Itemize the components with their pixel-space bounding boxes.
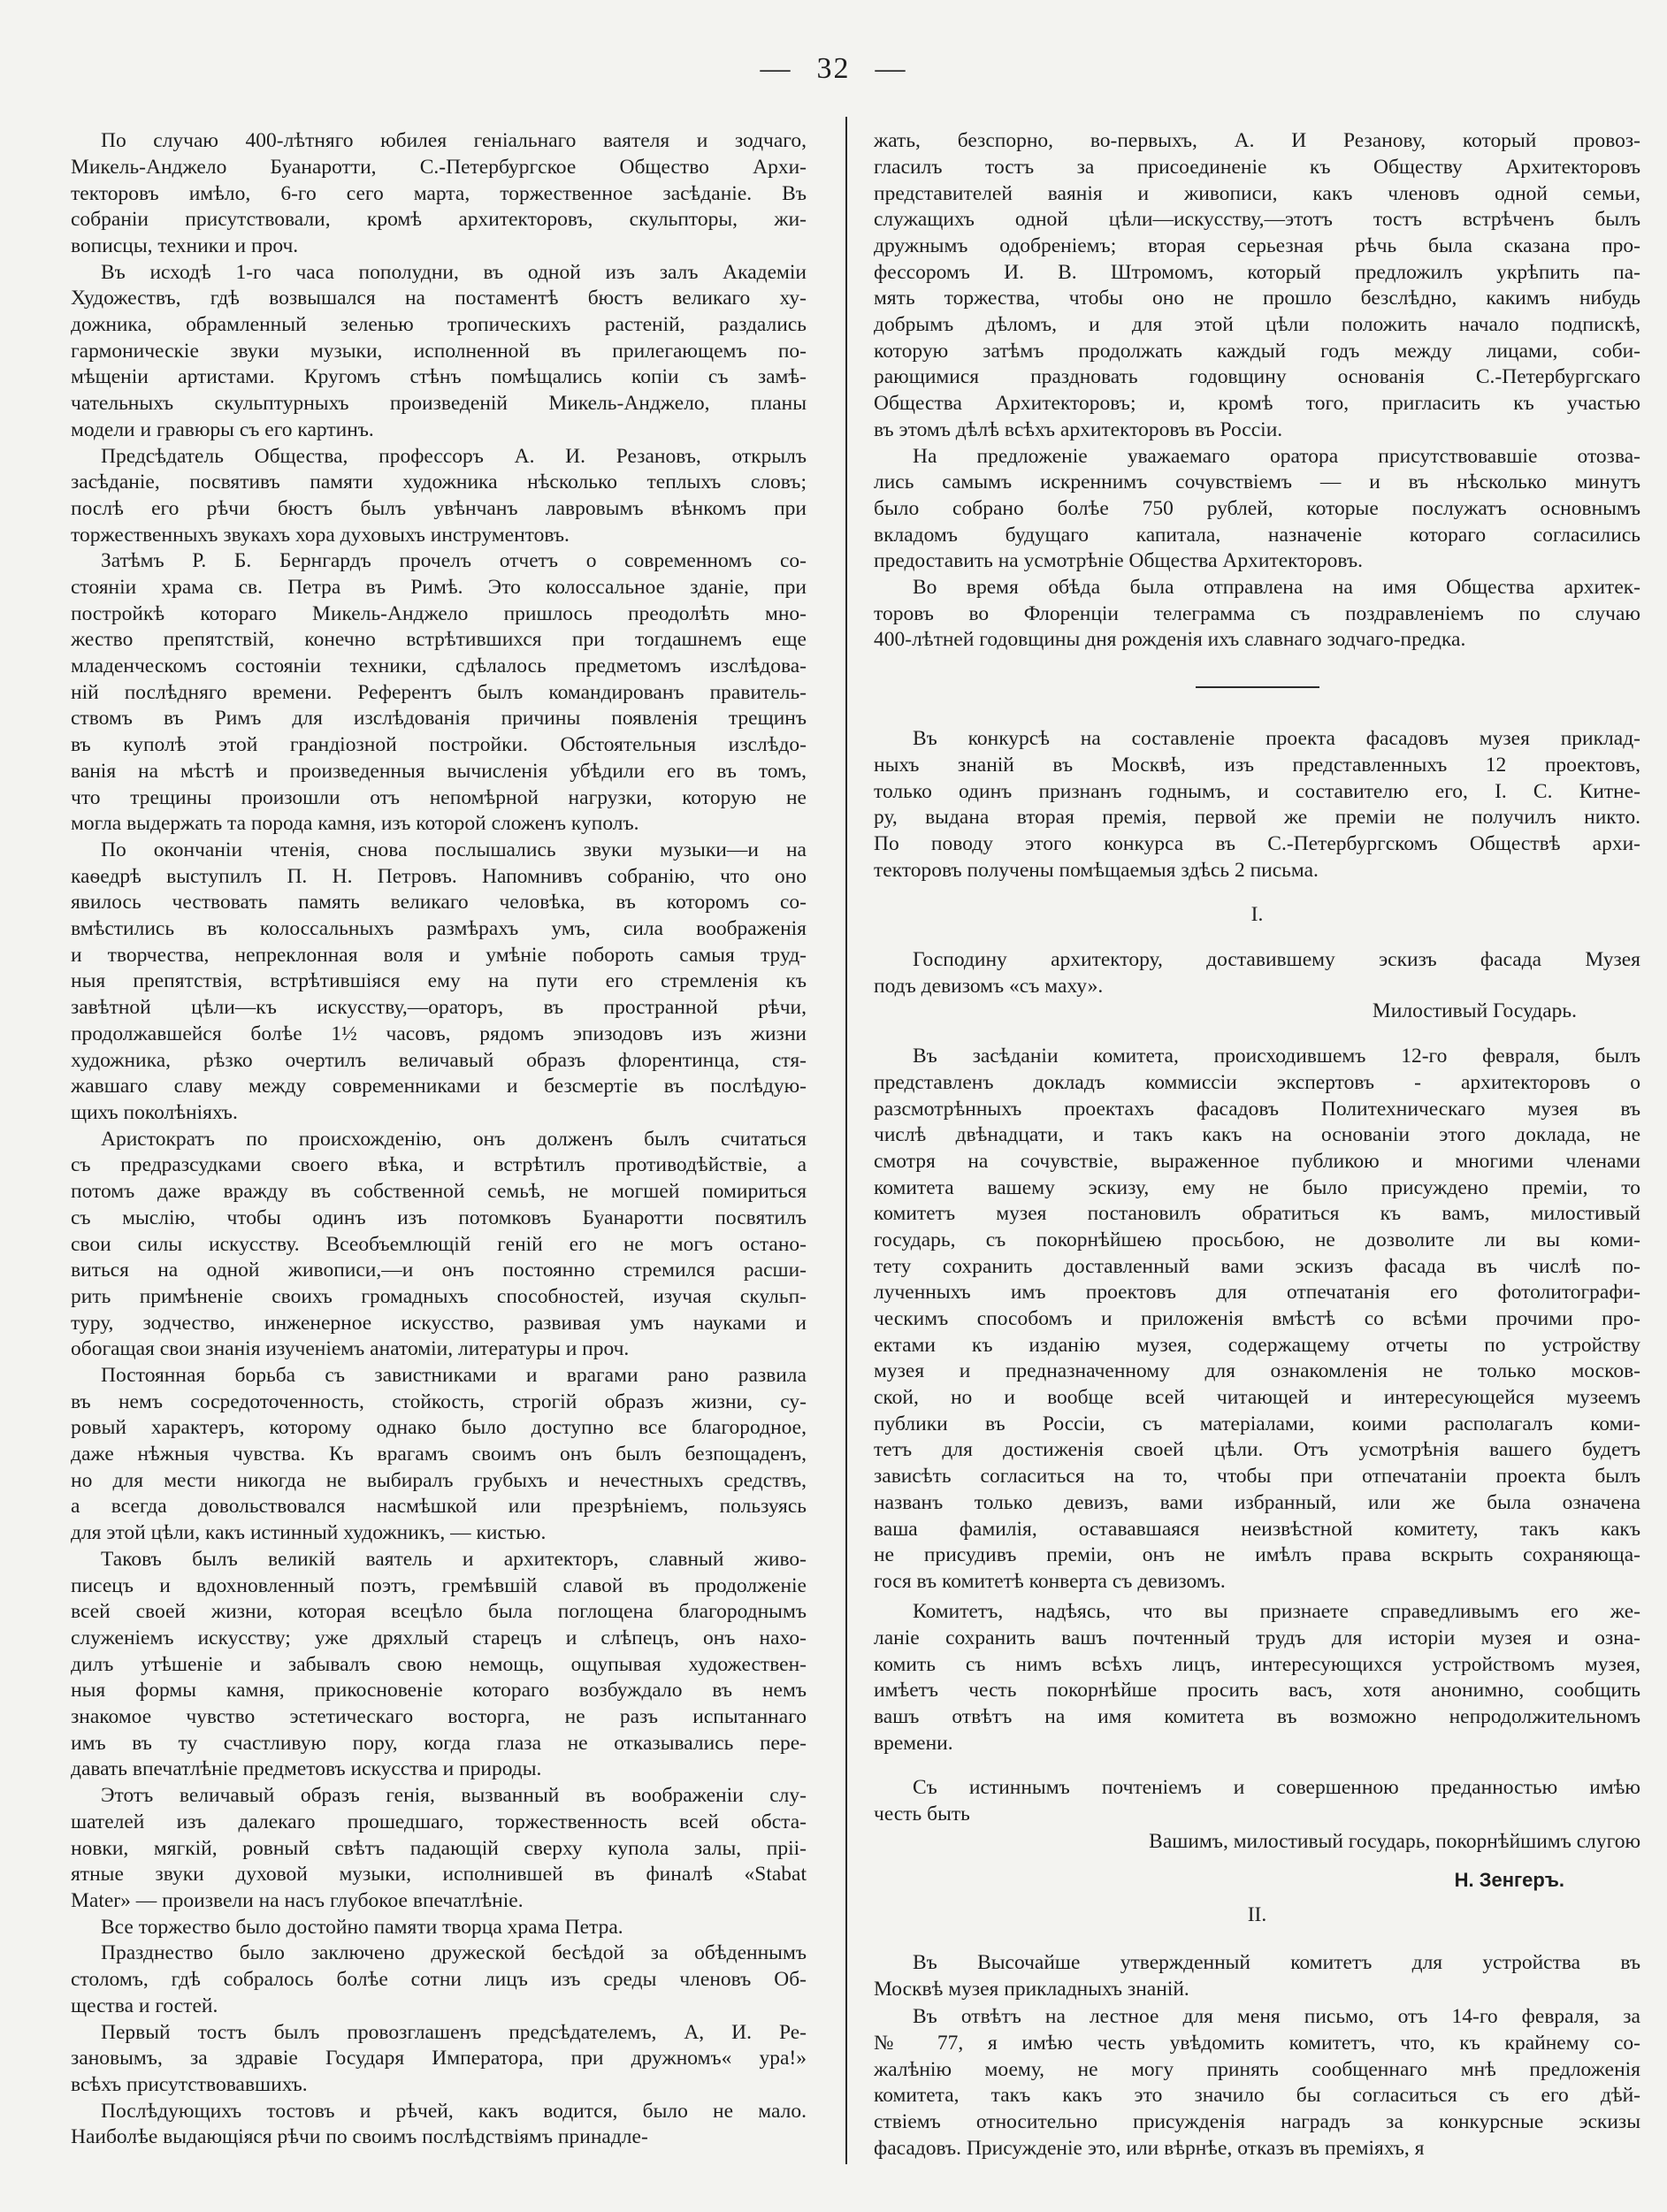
text-line: свои силы искусству. Всеобъемлющій геній его не могъ остано-: [71, 1232, 807, 1256]
text-line: Во время обѣда была отправлена на имя Общества архитек-: [913, 576, 1640, 600]
text-line: всей своей жизни, которая всецѣло была поглощена благороднымъ: [71, 1600, 807, 1624]
text-line: ствомъ въ Римъ для изслѣдованія причины появленія трещинъ: [71, 707, 807, 731]
page-number: [0, 53, 1667, 85]
text-line: жавшаго славу между современниками и безсмертіе въ послѣдую-: [71, 1075, 807, 1098]
text-line: ятные звуки духовой музыки, исполнившей въ финалѣ «Stabat: [71, 1863, 807, 1887]
text-line: Постоянная борьба съ завистниками и врагами рано развила: [101, 1364, 807, 1388]
text-line: разсмотрѣнныхъ проектахъ фасадовъ Политехническаго музея въ: [874, 1097, 1640, 1121]
text-line: названъ только девизъ, вами избранный, или же была означена: [874, 1490, 1640, 1514]
paragraph: [71, 2020, 807, 2099]
salutation: [874, 999, 1577, 1025]
text-line: Аристократъ по происхожденію, онъ долженъ былъ считаться: [101, 1127, 807, 1151]
text-line: Въ исходѣ 1-го часа пополудни, въ одной изъ залъ Академіи: [101, 260, 807, 284]
text-line: въ немъ сосредоточенность, стойкость, строгій образъ жизни, су-: [71, 1389, 807, 1413]
text-line: могла выдержать та порода камня, изъ которой сложенъ куполъ.: [71, 812, 639, 836]
text-line: честь быть: [874, 1802, 970, 1825]
text-line: гласилъ тостъ за присоединеніе къ Обществу Архитекторовъ: [874, 155, 1640, 179]
text-line: шателей изъ далекаго прошедшаго, торжественность всей обста-: [71, 1810, 807, 1833]
text-line: явилось чествовать память великаго человѣка, въ которомъ со-: [71, 891, 807, 915]
text-line: Послѣдующихъ тостовъ и рѣчей, какъ водится, было не мало.: [101, 2099, 807, 2123]
text-line: Въ конкурсѣ на составленіе проекта фасадовъ музея приклад-: [913, 727, 1640, 751]
text-line: мять торжества, чтобы оно не прошло безслѣдно, какимъ нибудь: [874, 287, 1640, 310]
text-line: текторовъ получены помѣщаемыя здѣсь 2 письма.: [874, 858, 1319, 882]
text-line: давать впечатлѣніе предметовъ искусства и природы.: [71, 1757, 542, 1781]
text-line: ектами къ изданію музея, содержащему отчеты по устройству: [874, 1333, 1640, 1357]
text-line: столомъ, гдѣ собралось болѣе сотни лицъ изъ среды членовъ Об-: [71, 1968, 807, 1992]
paragraph: [874, 1775, 1640, 1827]
paragraph: [71, 1915, 807, 1941]
text-line: Съ истиннымъ почтеніемъ и совершенною преданностью имѣю: [913, 1776, 1640, 1800]
text-line: вописцы, техники и проч.: [71, 233, 299, 257]
paragraph: [71, 1783, 807, 1914]
text-line: тетъ для достиженія своей цѣли. Отъ усмотрѣнія вашего будетъ: [874, 1438, 1640, 1462]
text-line: ланіе сохранить вашъ почтенный трудъ для исторіи музея и озна-: [874, 1626, 1640, 1649]
text-line: представленъ докладъ коммиссіи экспертовъ - архитекторовъ о: [874, 1070, 1640, 1094]
text-line: въ куполѣ этой грандіозной постройки. Обстоятельныя изслѣдо-: [71, 733, 807, 757]
text-line: времени.: [874, 1731, 953, 1755]
text-line: чательныхъ скульптурныхъ произведеній Микель-Анджело, планы: [71, 392, 807, 416]
paragraph: [874, 575, 1640, 654]
text-line: младенческомъ состояніи техники, сдѣлалось предметомъ изслѣдова-: [71, 654, 807, 678]
text-line: Художествъ, гдѣ возвышался на постаментѣ бюстъ великаго ху-: [71, 287, 807, 310]
text-line: было собрано болѣе 750 рублей, которые послужатъ основнымъ: [874, 496, 1640, 520]
text-line: По поводу этого конкурса въ С.-Петербургскомъ Обществѣ архи-: [874, 831, 1640, 855]
text-line: По окончаніи чтенія, снова послышались звуки музыки—и на: [101, 838, 807, 862]
text-line: жество препятствій, конечно встрѣтившихся при тогдашнемъ еще: [71, 628, 807, 652]
text-line: обогащая свои знанія изученіемъ анатоміи, литературы и проч.: [71, 1337, 630, 1361]
text-line: а всегда довольствовался насмѣшкой или презрѣніемъ, пользуясь: [71, 1495, 807, 1519]
text-line: только одинъ признанъ годнымъ, и составителю его, І. С. Китне-: [874, 779, 1640, 803]
text-line: Комитетъ, надѣясь, что вы признаете справедливымъ его же-: [913, 1600, 1640, 1624]
text-line: послѣ его рѣчи бюстъ былъ увѣнчанъ лавровымъ вѣнкомъ при: [71, 496, 807, 520]
text-line: имъ въ ту счастливую пору, когда глаза не отказывались пере-: [71, 1731, 807, 1755]
text-line: Господину архитектору, доставившему эскизъ фасада Музея: [913, 948, 1640, 972]
text-line: торжественныхъ звукахъ хора духовыхъ инструментовъ.: [71, 523, 570, 547]
text-line: торовъ во Флоренціи телеграмма съ поздравленіемъ по случаю: [874, 601, 1640, 625]
text-line: предоставить на усмотрѣніе Общества Архитекторовъ.: [874, 549, 1363, 573]
page-number-dash: —: [760, 52, 792, 85]
text-line: ровый характеръ, которому однако было доступно все благородное,: [71, 1416, 807, 1440]
text-line: мѣщеніи артистами. Кругомъ стѣнъ помѣщались копіи съ замѣ-: [71, 365, 807, 389]
text-line: текторовъ имѣло, 6-го сего марта, торжественное засѣданіе. Въ: [71, 181, 807, 205]
text-line: лученныхъ имъ проектовъ для отпечатанія его фотолитографи-: [874, 1281, 1640, 1305]
signature: [874, 1867, 1564, 1894]
paragraph: [71, 260, 807, 444]
text-line: зависѣть согласиться на то, чтобы при отпечатаніи проекта былъ: [874, 1465, 1640, 1489]
text-line: завѣтной цѣли—къ искусству,—ораторъ, въ пространной рѣчи,: [71, 996, 807, 1020]
text-line: гося въ комитетѣ конверта съ девизомъ.: [874, 1569, 1226, 1593]
text-line: ній послѣдняго времени. Референтъ былъ командированъ правитель-: [71, 680, 807, 704]
text-line: вмѣстились въ колоссальныхъ размѣрахъ умъ, сила воображенія: [71, 917, 807, 941]
letter-address: [874, 1950, 1640, 2002]
paragraph: [71, 1547, 807, 1783]
text-line: II.: [1247, 1903, 1267, 1927]
text-line: Первый тостъ былъ провозглашенъ предсѣдателемъ, А, И. Ре-: [101, 2020, 807, 2044]
column-divider: [845, 117, 847, 2164]
text-line: числѣ двѣнадцати, и такъ какъ на основаніи этого доклада, не: [874, 1123, 1640, 1147]
paragraph: [874, 1599, 1640, 1757]
page-number-dash: —: [875, 52, 907, 85]
text-line: Общества Архитекторовъ; и, кромѣ того, пригласить къ участью: [874, 392, 1640, 416]
text-line: Микель-Анджело Буанаротти, С.-Петербургское Общество Архи-: [71, 155, 807, 179]
text-line: ствіемъ относительно присужденія наградъ за конкурсные эскизы: [874, 2109, 1640, 2133]
text-line: гармоническіе звуки музыки, исполненной въ прилегающемъ по-: [71, 339, 807, 363]
text-line: тету сохранить доставленный вами эскизъ фасада въ числѣ по-: [874, 1254, 1640, 1278]
text-line: щества и гостей.: [71, 1994, 218, 2017]
text-line: фасадовъ. Присужденіе это, или вѣрнѣе, отказъ въ преміяхъ, я: [874, 2136, 1425, 2160]
text-line: I.: [1250, 903, 1264, 927]
text-line: собраніи присутствовали, кромѣ архитекторовъ, скульпторы, жи-: [71, 208, 807, 232]
paragraph: [874, 128, 1640, 443]
text-line: государь, съ покорнѣйшею просьбою, не дозволите ли вы коми-: [874, 1228, 1640, 1251]
paragraph: [874, 726, 1640, 884]
paragraph: [71, 548, 807, 838]
text-line: художника, рѣзко очертилъ величавый образъ флорентинца, стя-: [71, 1048, 807, 1072]
text-line: ской, но и вообще всей читающей и интересующейся музеемъ: [874, 1386, 1640, 1410]
text-line: Наиболѣе выдающіяся рѣчи по своимъ послѣдствіямъ принадле-: [71, 2125, 648, 2149]
paragraph: [71, 838, 807, 1127]
text-line: подъ девизомъ «съ маху».: [874, 974, 1104, 998]
text-line: Въ Высочайше утвержденный комитетъ для устройства въ: [913, 1951, 1640, 1975]
text-line: для этой цѣли, какъ истинный художникъ, — кистью.: [71, 1521, 547, 1545]
text-line: Предсѣдатель Общества, профессоръ А. И. Резановъ, открылъ: [101, 444, 807, 468]
text-line: служеніемъ искусству; уже дряхлый старецъ и слѣпецъ, онъ нахо-: [71, 1626, 807, 1649]
text-line: смотря на сочувствіе, выраженное публикою и многими членами: [874, 1149, 1640, 1173]
text-line: комитета, такъ какъ это значило бы согласиться съ его дѣй-: [874, 2084, 1640, 2108]
text-line: ру, выдана вторая премія, первой же преміи не получилъ никто.: [874, 806, 1640, 830]
text-line: постройкѣ котораго Микель-Анджело пришлось преодолѣть мно-: [71, 601, 807, 625]
text-line: имѣетъ честь покорнѣйше просить васъ, хотя анонимно, сообщить: [874, 1679, 1640, 1703]
text-line: писецъ и вдохновленный поэтъ, гремѣвшій славой въ продолженіе: [71, 1573, 807, 1597]
text-line: комить съ нимъ всѣхъ лицъ, интересующихся устройствомъ музея,: [874, 1652, 1640, 1676]
paragraph: [874, 1044, 1640, 1595]
text-line: Этотъ величавый образъ генія, вызванный въ воображеніи слу-: [101, 1784, 807, 1808]
text-line: Все торжество было достойно памяти творца храма Петра.: [101, 1915, 623, 1939]
text-line: дилъ утѣшеніе и забывалъ свою немощь, ощупывая художествен-: [71, 1652, 807, 1676]
text-line: ныхъ знаній въ Москвѣ, изъ представленныхъ 12 проектовъ,: [874, 753, 1640, 777]
text-line: зановымъ, за здравіе Государя Императора, при дружномъ« ура!»: [71, 2047, 807, 2070]
text-line: публики въ Россіи, съ матеріалами, коими располагалъ коми-: [874, 1412, 1640, 1435]
text-line: которую затѣмъ продолжать каждый годъ между лицами, соби-: [874, 339, 1640, 363]
text-line: музея и предназначенному для ознакомленія не только москов-: [874, 1359, 1640, 1383]
text-line: знакомое чувство эстетическаго восторга, не разъ испытаннаго: [71, 1705, 807, 1729]
text-line: комитета вашему эскизу, ему не было присуждено преміи, то: [874, 1175, 1640, 1199]
text-line: вкладомъ будущаго капитала, назначеніе котораго согласились: [874, 523, 1640, 547]
text-line: Празднество было заключено дружеской бесѣдой за обѣденнымъ: [101, 1941, 807, 1965]
letter-address: [874, 947, 1640, 999]
text-line: служащихъ одной цѣли—искусству,—этотъ тостъ встрѣченъ былъ: [874, 208, 1640, 232]
text-line: съ мыслію, чтобы одинъ изъ потомковъ Буанаротти посвятилъ: [71, 1206, 807, 1229]
text-line: каѳедрѣ выступилъ П. Н. Петровъ. Напомнивъ собранію, что оно: [71, 864, 807, 888]
text-line: Затѣмъ Р. Б. Бернгардъ прочелъ отчетъ о современномъ со-: [101, 549, 807, 573]
text-line: Н. Зенгеръ.: [1454, 1869, 1564, 1892]
text-line: ческимъ способомъ и приложенія вмѣстѣ со всѣми прочими про-: [874, 1307, 1640, 1331]
text-line: ваша фамилія, остававшаяся неизвѣстной комитету, такъ какъ: [874, 1517, 1640, 1541]
text-line: На предложеніе уважаемаго оратора присутствовавшіе отозва-: [913, 444, 1640, 468]
text-line: модели и гравюры съ его картинъ.: [71, 417, 374, 441]
text-line: Таковъ былъ великій ваятель и архитекторъ, славный живо-: [101, 1547, 807, 1571]
text-line: щихъ поколѣніяхъ.: [71, 1100, 238, 1124]
paragraph: [71, 128, 807, 259]
letter-number: [874, 1902, 1640, 1929]
text-line: въ этомъ дѣлѣ всѣхъ архитекторовъ въ Россіи.: [874, 417, 1283, 441]
text-line: Въ засѣданіи комитета, происходившемъ 12-го февраля, былъ: [913, 1045, 1640, 1068]
section-rule: [1196, 686, 1319, 688]
text-line: ванія на мѣстѣ и произведенныя вычисленія убѣдили его въ томъ,: [71, 759, 807, 783]
letter-number: [874, 902, 1640, 929]
text-line: добрымъ дѣломъ, и для этой цѣли положить начало подпискѣ,: [874, 312, 1640, 336]
text-line: не присудивъ преміи, онъ не имѣлъ права вскрыть сохраняюща-: [874, 1543, 1640, 1567]
text-line: даже нѣжныя чувства. Къ врагамъ своимъ онъ былъ безпощаденъ,: [71, 1443, 807, 1466]
text-line: жать, безспорно, во-первыхъ, А. И Резанову, который провоз-: [874, 129, 1640, 153]
text-line: стояніи храма св. Петра въ Римѣ. Это колоссальное зданіе, при: [71, 576, 807, 600]
text-line: рить примѣненіе своихъ громадныхъ способностей, изучая скульп-: [71, 1284, 807, 1308]
paragraph: [71, 1363, 807, 1547]
text-line: Вашимъ, милостивый государь, покорнѣйшимъ слугою: [1149, 1830, 1640, 1854]
text-line: представителей ваянія и живописи, какъ членовъ одной семьи,: [874, 181, 1640, 205]
text-line: всѣхъ присутствовавшихъ.: [71, 2072, 308, 2096]
text-line: комитетъ музея постановилъ обратиться къ вамъ, милостивый: [874, 1202, 1640, 1226]
text-line: новки, мягкій, ровный свѣтъ падающій сверху купола залы, пріі-: [71, 1836, 807, 1860]
paragraph: [71, 444, 807, 549]
text-line: фессоромъ И. В. Штромомъ, который предложилъ укрѣпить па-: [874, 260, 1640, 284]
page-number-value: 32: [816, 52, 851, 85]
closing: [874, 1829, 1640, 1856]
text-line: По случаю 400-лѣтняго юбилея геніальнаго ваятеля и зодчаго,: [101, 129, 807, 153]
text-line: Въ отвѣтъ на лестное для меня письмо, отъ 14-го февраля, за: [913, 2005, 1640, 2029]
text-line: что трещины произошли отъ непомѣрной нагрузки, которую не: [71, 785, 807, 809]
text-line: съ предразсудками своего вѣка, и встрѣтилъ противодѣйствіе, а: [71, 1153, 807, 1177]
text-line: лись самымъ искреннимъ сочувствіемъ — и въ нѣсколько минутъ: [874, 471, 1640, 494]
text-line: дружнымъ одобреніемъ; вторая серьезная рѣчь была сказана про-: [874, 233, 1640, 257]
text-line: № 77, я имѣю честь увѣдомить комитетъ, что, къ крайнему со-: [874, 2031, 1640, 2055]
text-line: виться на одной живописи,—и онъ постоянно стремился расши-: [71, 1259, 807, 1282]
paragraph: [874, 444, 1640, 575]
text-line: засѣданіе, посвятивъ памяти художника нѣсколько теплыхъ словъ;: [71, 471, 807, 494]
paragraph: [71, 1127, 807, 1363]
text-line: жалѣнію моему, не могу принять сообщеннаго мнѣ предложенія: [874, 2057, 1640, 2081]
paragraph: [71, 1940, 807, 2019]
text-line: Mater» — произвели на насъ глубокое впечатлѣніе.: [71, 1889, 524, 1912]
text-line: туру, зодчество, инженерное искусство, развивая умъ науками и: [71, 1311, 807, 1335]
paragraph: [71, 2099, 807, 2151]
text-line: потомъ даже вражду въ собственной семьѣ, не могшей помириться: [71, 1180, 807, 1204]
text-line: рающимися праздновать годовщину основанія С.-Петербургскаго: [874, 365, 1640, 389]
text-line: вашъ отвѣтъ на имя комитета въ возможно непродолжительномъ: [874, 1704, 1640, 1728]
text-line: ныя формы камня, прикосновеніе котораго возбуждало въ немъ: [71, 1679, 807, 1703]
text-line: Москвѣ музея прикладныхъ знаній.: [874, 1977, 1189, 2001]
text-line: дожника, обрамленный зеленью тропическихъ растеній, раздались: [71, 313, 807, 337]
text-line: продолжавшейся болѣе 1½ часовъ, рядомъ эпизодовъ изъ жизни: [71, 1022, 807, 1045]
text-line: и творчества, непреклонная воля и умѣніе побороть самыя труд-: [71, 943, 807, 967]
paragraph: [874, 2004, 1640, 2162]
text-line: 400-лѣтней годовщины дня рожденія ихъ славнаго зодчаго-предка.: [874, 628, 1466, 652]
text-line: Милостивый Государь.: [1372, 999, 1577, 1023]
text-line: но для мести никогда не выбиралъ грубыхъ и нечестныхъ средствъ,: [71, 1468, 807, 1492]
text-line: ныя препятствія, встрѣтившіяся ему на пути его стремленія къ: [71, 969, 807, 993]
